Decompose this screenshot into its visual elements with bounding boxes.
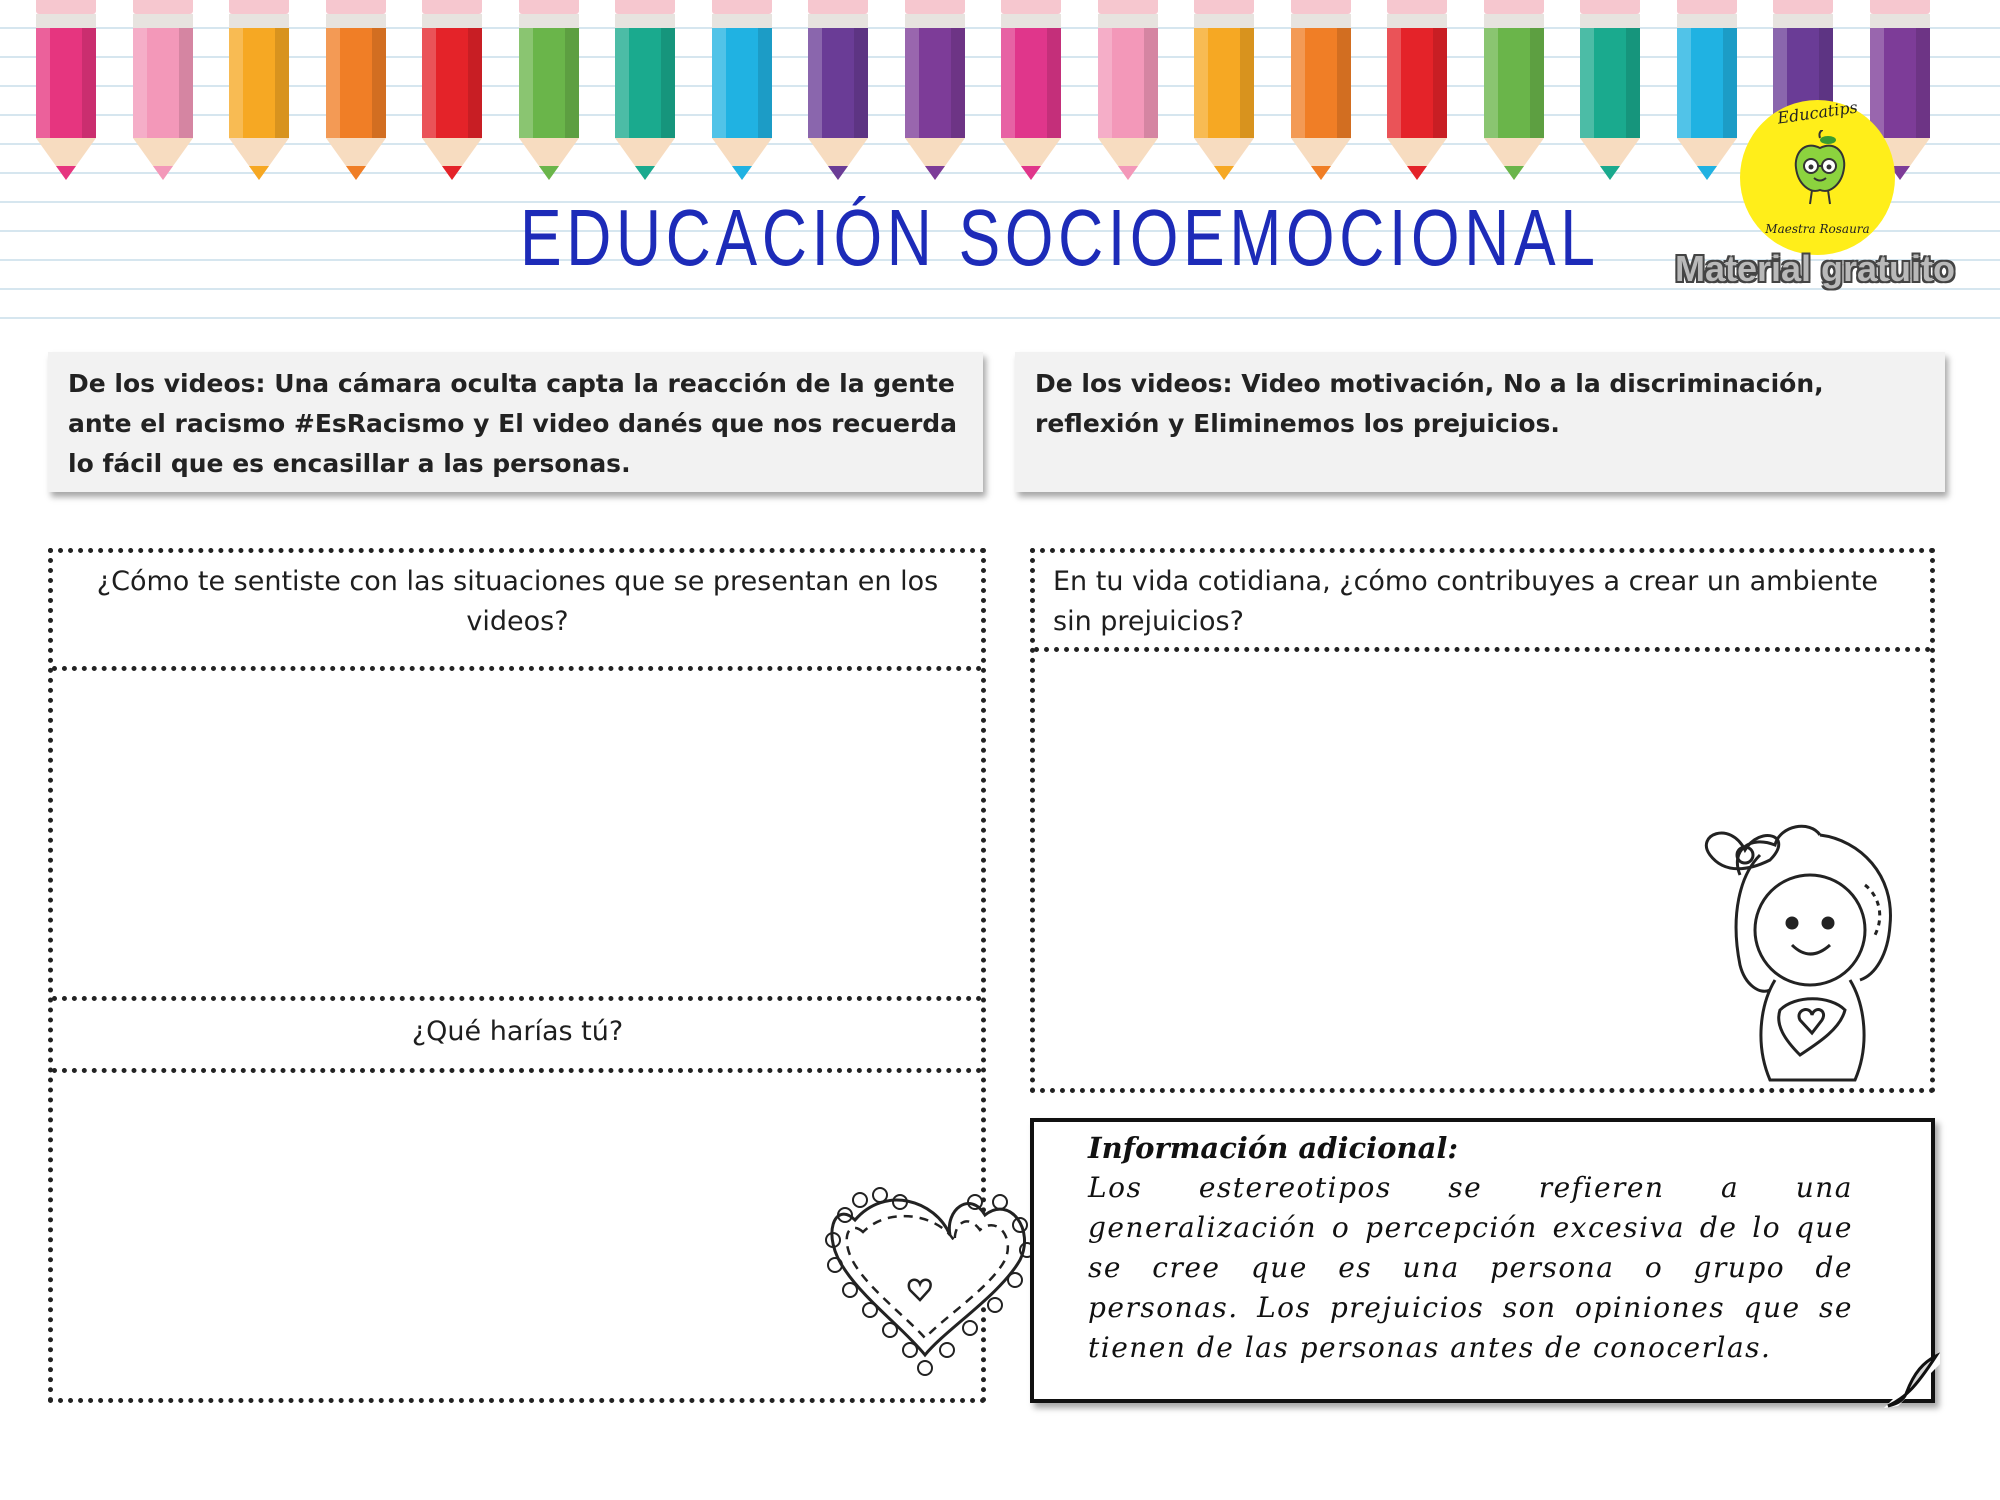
additional-info-heading: Información adicional: [1088,1131,1459,1165]
divider [52,1068,982,1073]
pencil [1677,0,1737,185]
divider [1034,647,1931,652]
page-curl-icon [1884,1352,1940,1408]
pencil [326,0,386,185]
question-daily-life: En tu vida cotidiana, ¿cómo contribuyes a crear un ambiente sin prejuicios? [1053,566,1879,637]
pencil [615,0,675,185]
logo-brand-text: Educatips [1776,97,1859,128]
answer-area-feelings[interactable] [58,674,976,994]
additional-info-body: Los estereotipos se refieren a una generalización o percepción excesiva de lo que se cree que es una persona o grupo de personas. Los prejuicios son opiniones que se tienen de las personas antes de conocerlas. [1088,1171,1853,1364]
pencil [1194,0,1254,185]
question-what-would-you-do: ¿Qué harías tú? [411,1016,624,1047]
logo-subtitle: Maestra Rosaura [1765,222,1870,236]
material-gratuito-label: Material gratuito [1674,248,1956,289]
pencil [905,0,965,185]
pencil [229,0,289,185]
question-feelings: ¿Cómo te sentiste con las situaciones que se presentan en los videos? [96,566,939,637]
page-title: EDUCACIÓN SOCIOEMOCIONAL [520,193,1600,282]
pencil [1484,0,1544,185]
pencil [1387,0,1447,185]
divider [52,666,982,671]
girl-illustration [1700,815,1905,1090]
pencil [1098,0,1158,185]
heart-illustration [825,1180,1035,1380]
pencil-banner [0,0,2000,200]
divider [52,996,982,1001]
pencil [36,0,96,185]
pencil [1001,0,1061,185]
apple-icon [1790,130,1850,210]
pencil [519,0,579,185]
pencil [1580,0,1640,185]
pencil [1291,0,1351,185]
pencil [712,0,772,185]
pencil [808,0,868,185]
pencil [422,0,482,185]
pencil [133,0,193,185]
video-info-right: De los videos: Video motivación, No a la discriminación, reflexión y Eliminemos los prejuicios. [1015,352,1945,492]
video-info-left: De los videos: Una cámara oculta capta la reacción de la gente ante el racismo #EsRacismo y El video danés que nos recuerda lo fácil que es encasillar a las personas. [48,352,983,492]
